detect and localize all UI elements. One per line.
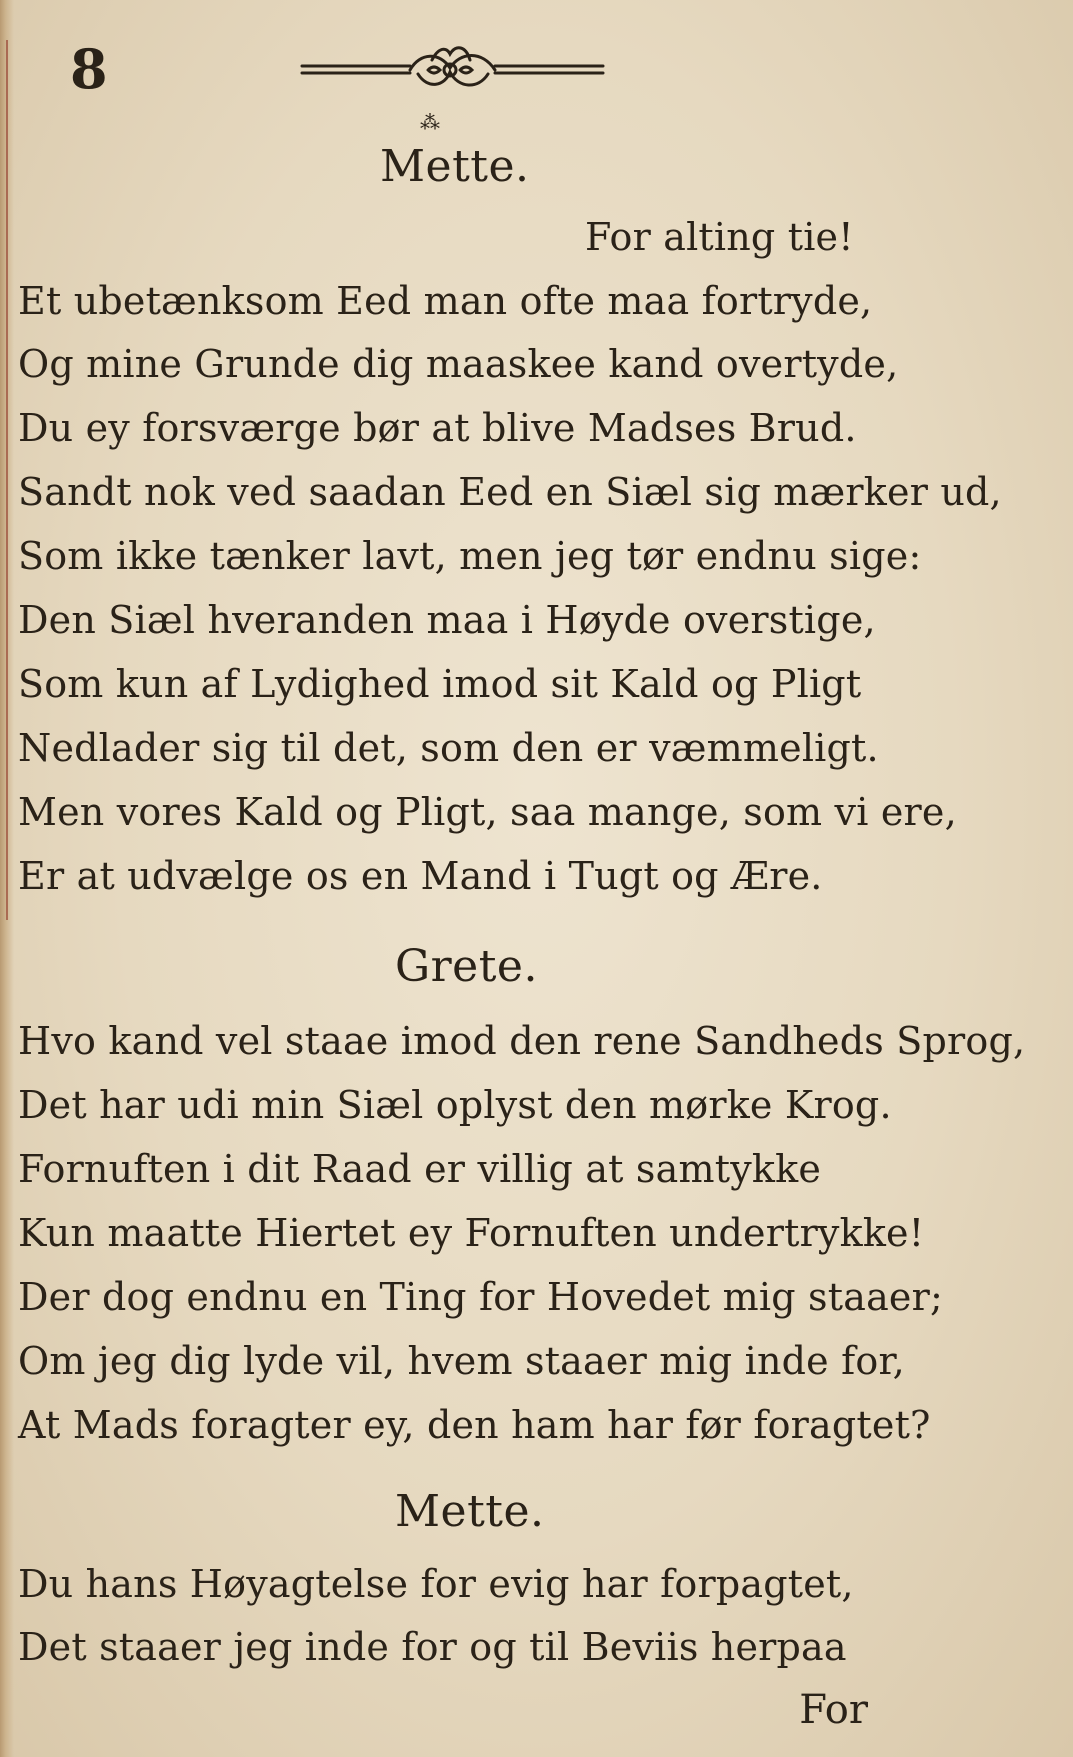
verse-line: Kun maatte Hiertet ey Fornuften undertrykke!	[18, 1211, 925, 1255]
page-number: 8	[70, 37, 108, 101]
verse-line: Er at udvælge os en Mand i Tugt og Ære.	[18, 854, 823, 898]
verse-line: Som kun af Lydighed imod sit Kald og Pligt	[18, 662, 862, 706]
catchword: For	[799, 1687, 868, 1733]
speaker-heading: Mette.	[395, 1486, 545, 1537]
speaker-heading: Grete.	[395, 941, 538, 992]
verse-line: Det har udi min Siæl oplyst den mørke Krog.	[18, 1083, 892, 1127]
verse-line: Det staaer jeg inde for og til Beviis herpaa	[18, 1625, 847, 1669]
verse-line: Den Siæl hveranden maa i Høyde overstige,	[18, 598, 876, 642]
verse-line: Et ubetænksom Eed man ofte maa fortryde,	[18, 279, 873, 323]
spine-margin-rule	[6, 40, 8, 920]
verse-line: Men vores Kald og Pligt, saa mange, som vi ere,	[18, 790, 957, 834]
verse-line: Som ikke tænker lavt, men jeg tør endnu sige:	[18, 534, 922, 578]
speaker-heading: Mette.	[380, 141, 530, 192]
verse-line: Og mine Grunde dig maaskee kand overtyde,	[18, 342, 899, 386]
verse-line: Du ey forsværge bør at blive Madses Brud.	[18, 406, 857, 450]
verse-line: Hvo kand vel staae imod den rene Sandheds Sprog,	[18, 1019, 1026, 1063]
verse-line: Nedlader sig til det, som den er væmmeligt.	[18, 726, 879, 770]
verse-line: For alting tie!	[585, 215, 854, 259]
verse-line: Om jeg dig lyde vil, hvem staaer mig inde for,	[18, 1339, 905, 1383]
verse-line: Der dog endnu en Ting for Hovedet mig staaer;	[18, 1275, 943, 1319]
verse-line: Fornuften i dit Raad er villig at samtykke	[18, 1147, 822, 1191]
verse-line: At Mads foragter ey, den ham har før foragtet?	[18, 1403, 931, 1447]
header-ornament-icon	[300, 40, 605, 100]
ornament-mark: ⁂	[420, 110, 440, 134]
verse-line: Sandt nok ved saadan Eed en Siæl sig mærker ud,	[18, 470, 1002, 514]
verse-line: Du hans Høyagtelse for evig har forpagtet,	[18, 1562, 854, 1606]
